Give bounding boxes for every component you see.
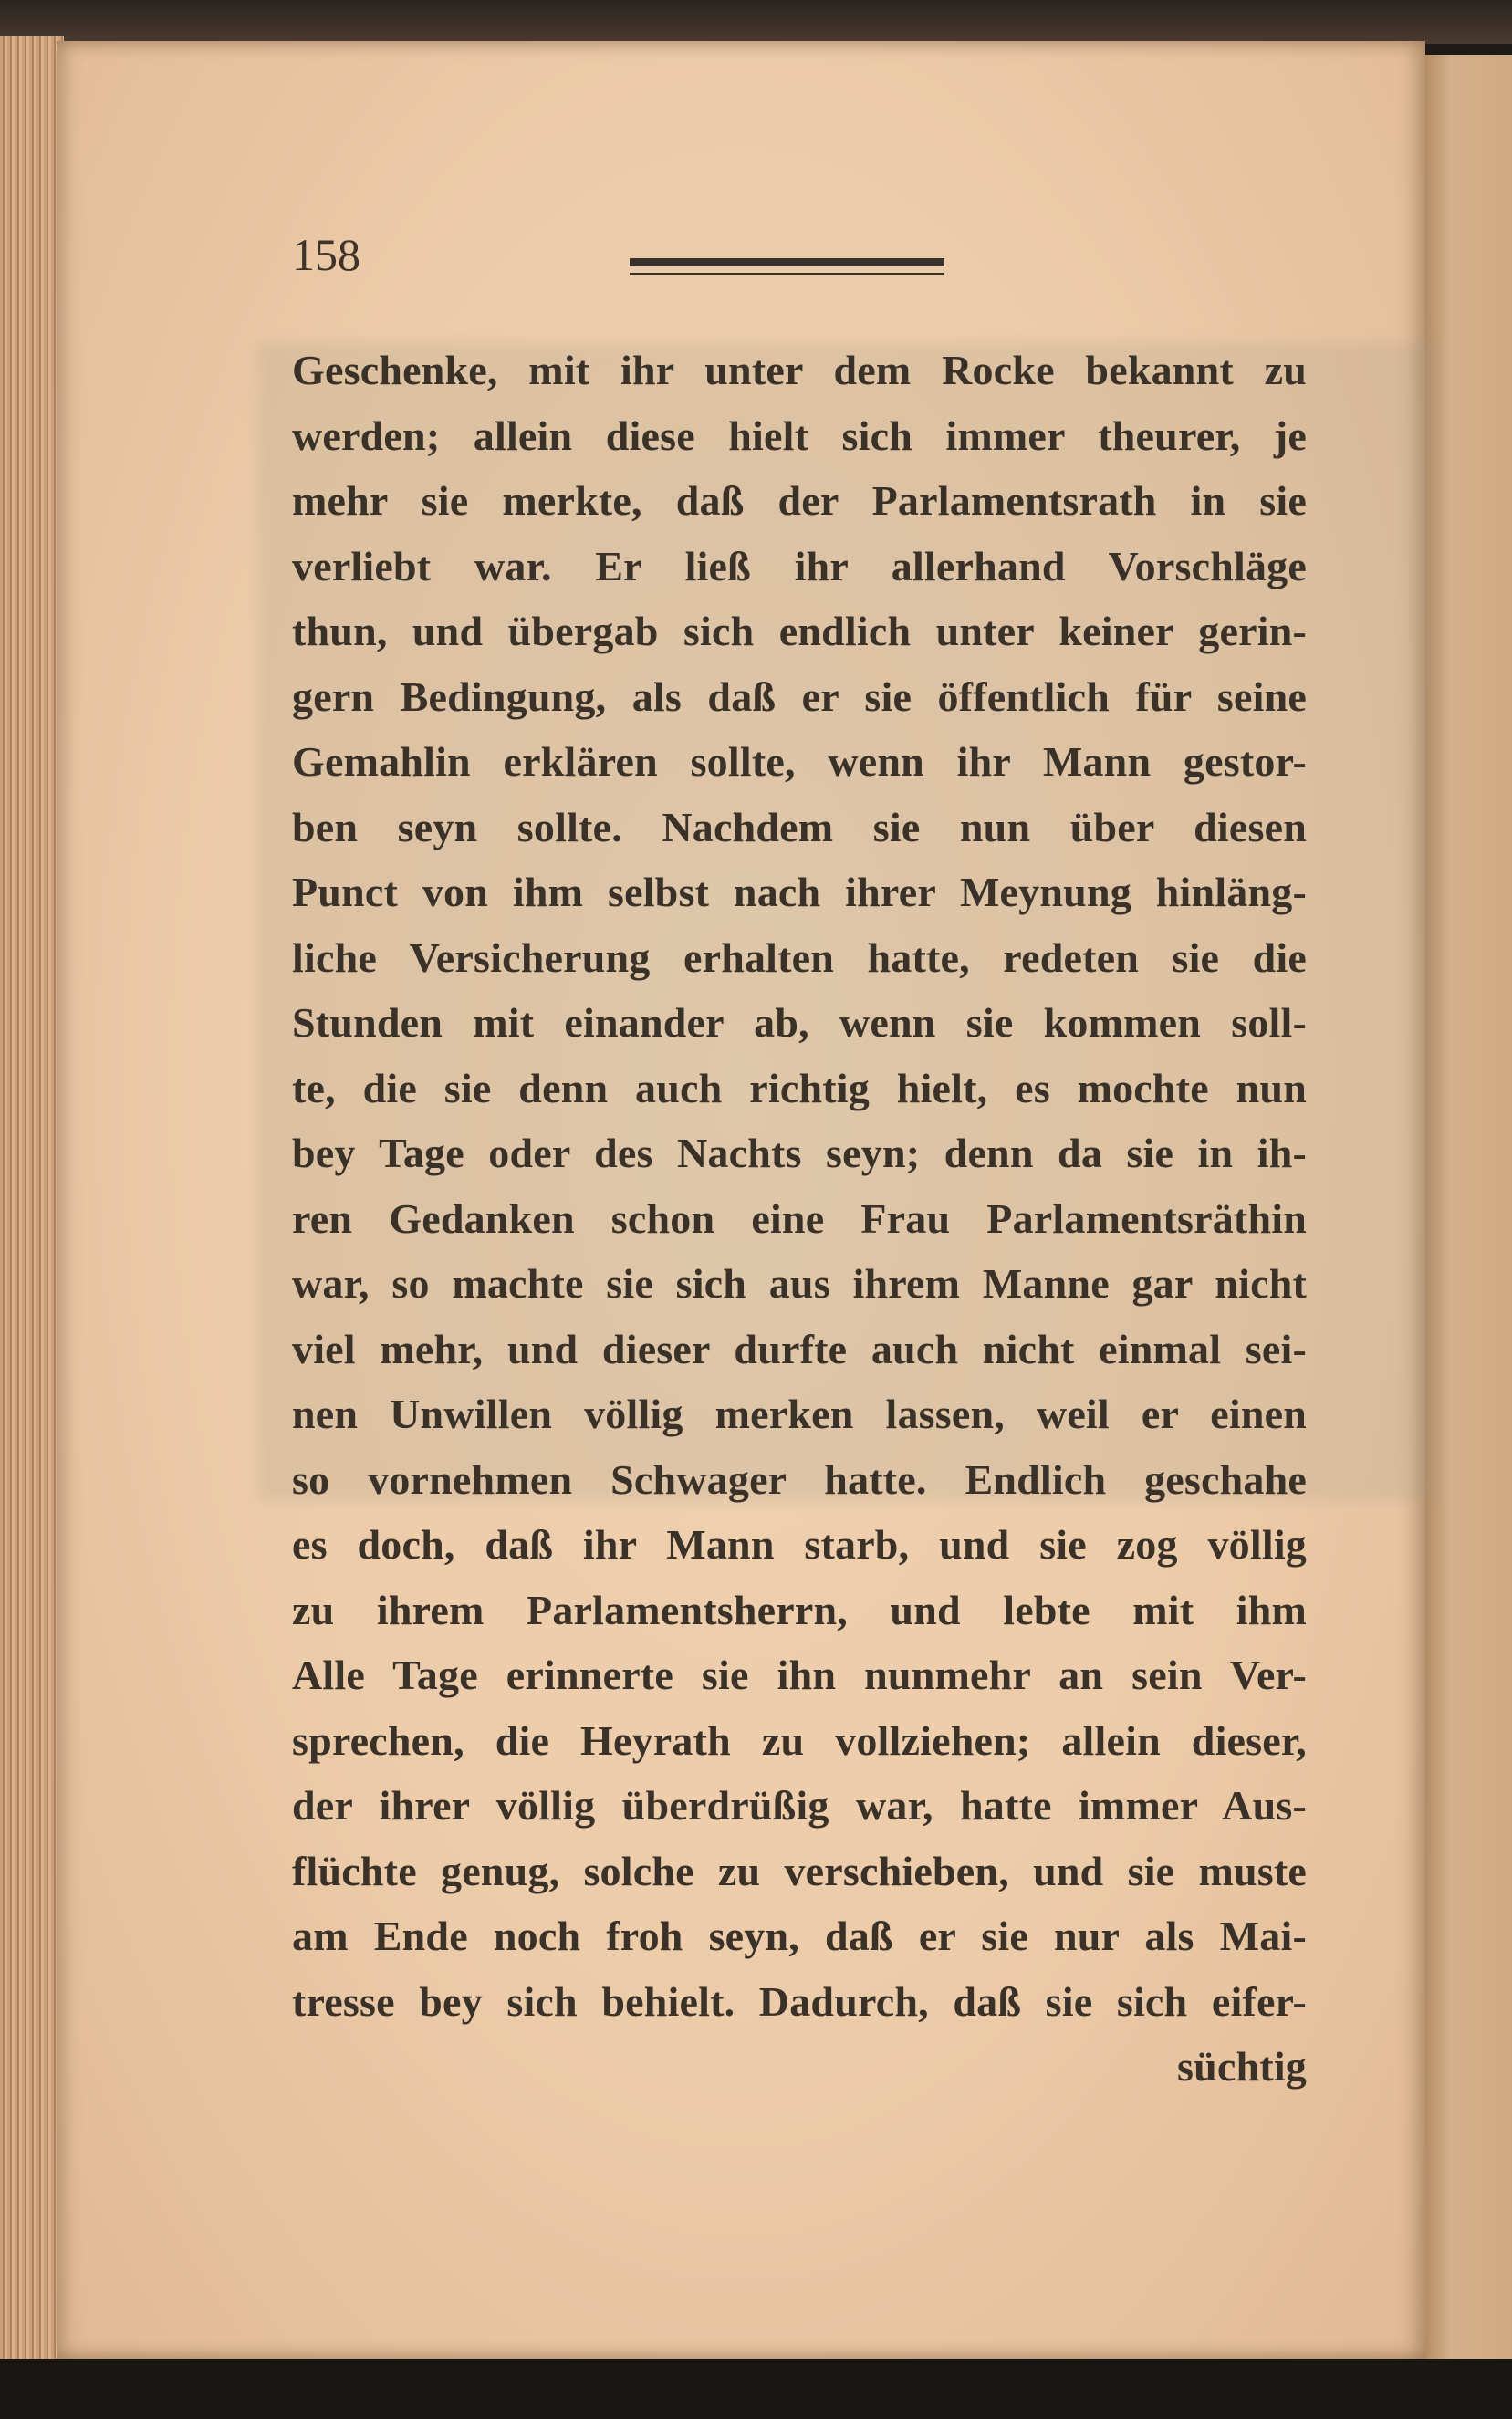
text-line: Punct von ihm selbst nach ihrer Meynung hinläng- [292, 869, 1307, 915]
text-line: am Ende noch froh seyn, daß er sie nur als Mai- [292, 1913, 1307, 1959]
text-line: der ihrer völlig überdrüßig war, hatte immer Aus- [292, 1782, 1307, 1829]
scan-bottom-edge [0, 2359, 1512, 2419]
page-stack-edge [0, 36, 64, 2372]
body-text [292, 338, 1307, 2100]
text-line: so vornehmen Schwager hatte. Endlich geschahe [292, 1455, 1307, 1503]
page-number: 158 [292, 229, 360, 280]
text-line: bey Tage oder des Nachts seyn; denn da sie in ih- [292, 1130, 1307, 1176]
text-line: liche Versicherung erhalten hatte, redeten sie die [292, 933, 1307, 981]
text-line: mehr sie merkte, daß der Parlamentsrath in sie [292, 477, 1307, 524]
text-line: ben seyn sollte. Nachdem sie nun über diesen [292, 803, 1307, 850]
text-line: gern Bedingung, als daß er sie öffentlich für seine [292, 673, 1307, 720]
text-line: thun, und übergab sich endlich unter keiner gerin- [292, 608, 1307, 654]
text-line: Gemahlin erklären sollte, wenn ihr Mann gestor- [292, 738, 1307, 785]
facing-page-edge [1423, 55, 1512, 2372]
text-line: war, so machte sie sich aus ihrem Manne gar nicht [292, 1260, 1307, 1307]
text-line: flüchte genug, solche zu verschieben, und sie muste [292, 1847, 1307, 1894]
text-line: ren Gedanken schon eine Frau Parlamentsräthin [292, 1194, 1307, 1242]
text-line: sprechen, die Heyrath zu vollziehen; allein dieser, [292, 1716, 1307, 1764]
text-line: werden; allein diese hielt sich immer theurer, je [292, 412, 1307, 459]
text-line: Stunden mit einander ab, wenn sie kommen soll- [292, 999, 1307, 1046]
text-line: verliebt war. Er ließ ihr allerhand Vorschläge [292, 542, 1307, 589]
header-rule-thin [630, 273, 944, 275]
text-line: viel mehr, und dieser durfte auch nicht einmal sei- [292, 1325, 1307, 1372]
text-line: Geschenke, mit ihr unter dem Rocke bekannt zu [292, 347, 1307, 393]
text-line: Alle Tage erinnerte sie ihn nunmehr an sein Ver- [292, 1652, 1307, 1698]
header-rule [630, 258, 944, 275]
text-line: tresse bey sich behielt. Dadurch, daß sie sich eifer- [292, 1977, 1307, 2025]
text-line: zu ihrem Parlamentsherrn, und lebte mit ihm [292, 1586, 1307, 1633]
scan-top-edge [0, 0, 1512, 44]
catchword: süchtig [1177, 2043, 1307, 2090]
text-line: es doch, daß ihr Mann starb, und sie zog völlig [292, 1521, 1307, 1568]
header-rule-thick [630, 258, 944, 266]
text-line: te, die sie denn auch richtig hielt, es mochte nun [292, 1064, 1307, 1111]
text-line: nen Unwillen völlig merken lassen, weil er einen [292, 1391, 1307, 1437]
